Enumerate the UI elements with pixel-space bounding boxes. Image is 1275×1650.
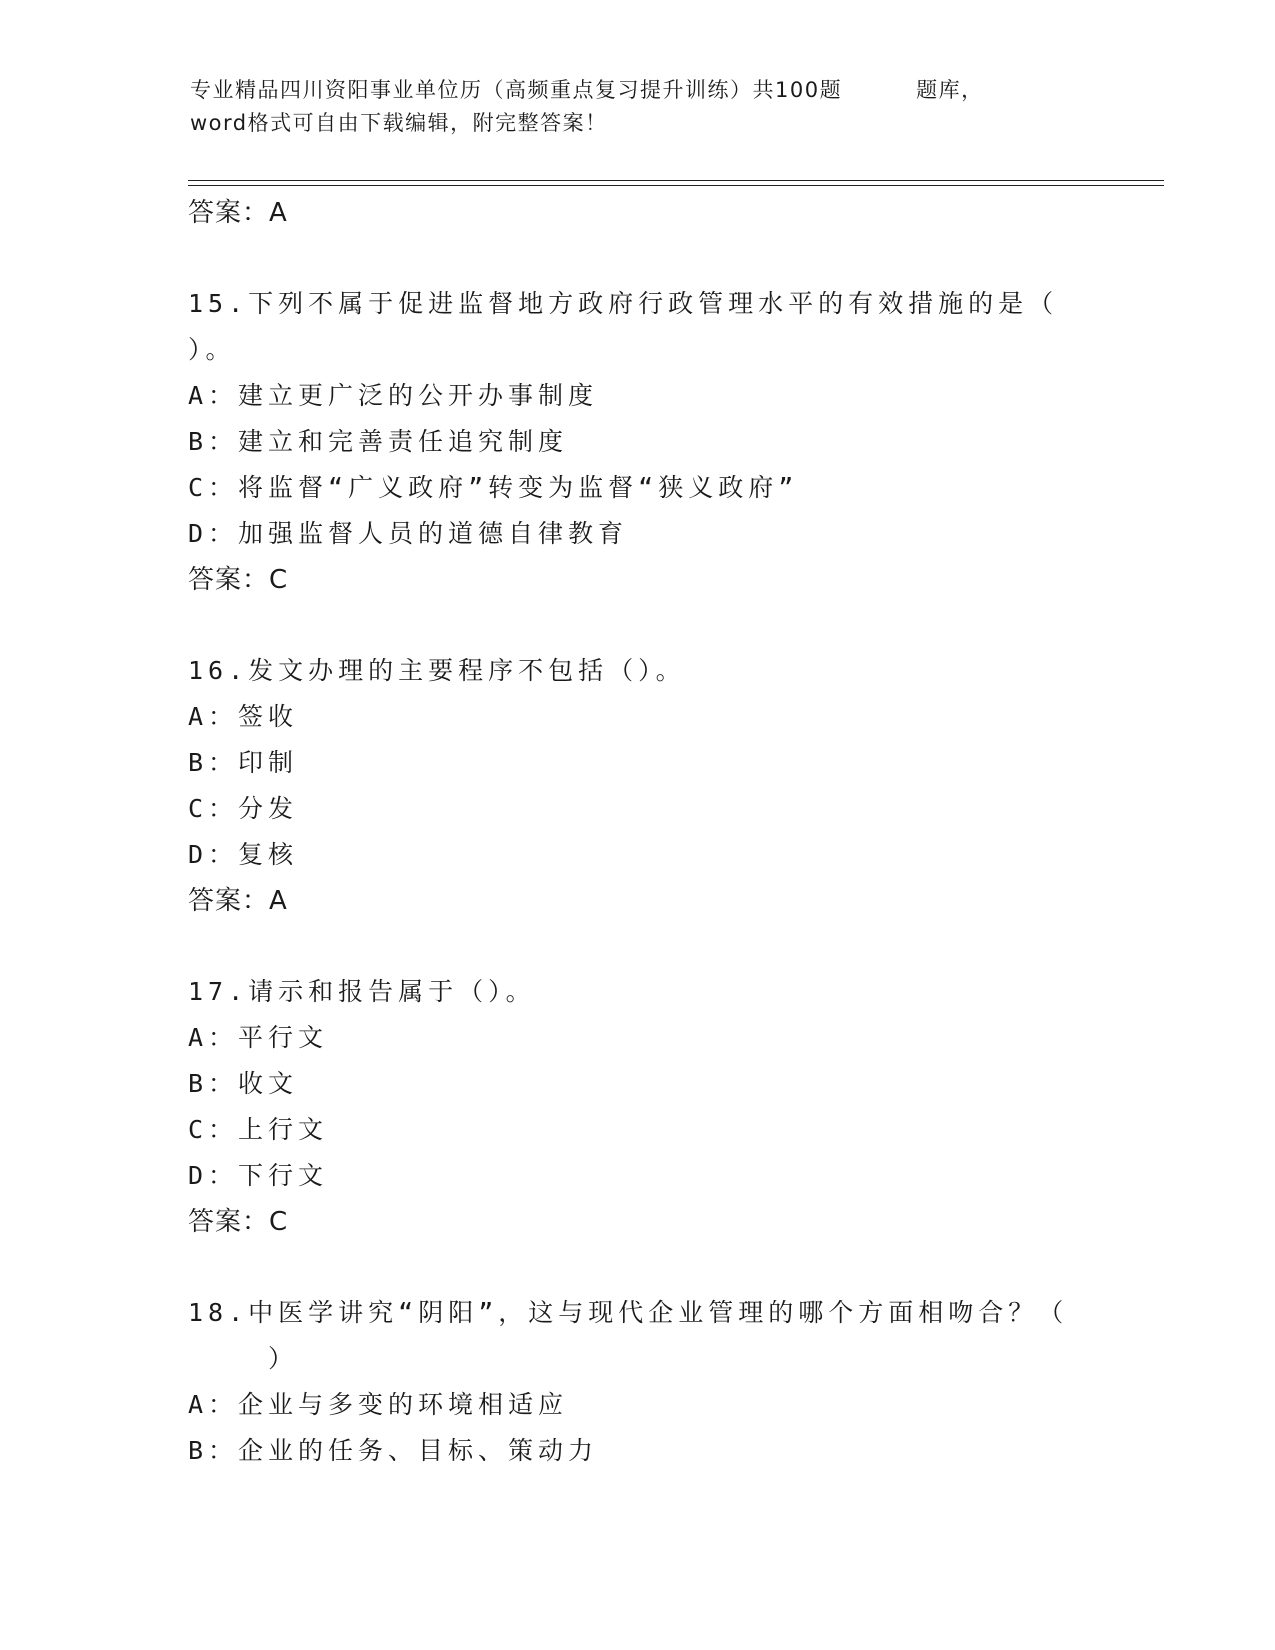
question-stem: 16.发文办理的主要程序不包括（）。 — [188, 656, 686, 685]
question-list — [188, 190, 1088, 1474]
question-15 — [188, 281, 1088, 603]
header-divider-top — [188, 180, 1164, 181]
option-c: C：分发 — [188, 794, 299, 823]
question-18 — [188, 1290, 1088, 1474]
option-b: B：建立和完善责任追究制度 — [188, 427, 569, 456]
option-a: A：建立更广泛的公开办事制度 — [188, 381, 599, 410]
option-d: D：加强监督人员的道德自律教育 — [188, 519, 629, 548]
question-16 — [188, 648, 1088, 924]
option-b: B：印制 — [188, 748, 299, 777]
document-header — [190, 74, 1050, 140]
option-a: A：平行文 — [188, 1023, 329, 1052]
question-stem: 18.中医学讲究“阴阳”，这与现代企业管理的哪个方面相吻合？（ — [188, 1298, 1069, 1327]
header-divider-bottom — [188, 185, 1164, 186]
option-d: D：下行文 — [188, 1161, 329, 1190]
header-title-suffix: 题库， — [916, 78, 984, 102]
previous-answer: 答案：A — [188, 198, 288, 228]
header-title: 专业精品四川资阳事业单位历（高频重点复习提升训练）共100题 — [190, 78, 843, 102]
option-a: A：签收 — [188, 702, 299, 731]
answer: 答案：C — [188, 1207, 289, 1237]
option-c: C：上行文 — [188, 1115, 329, 1144]
question-17 — [188, 969, 1088, 1245]
option-b: B：收文 — [188, 1069, 299, 1098]
question-stem: 17.请示和报告属于（）。 — [188, 977, 536, 1006]
option-c: C：将监督“广义政府”转变为监督“狭义政府” — [188, 473, 799, 502]
question-stem-continuation: ）。 — [188, 335, 236, 364]
answer: 答案：A — [188, 886, 288, 916]
option-b: B：企业的任务、目标、策动力 — [188, 1436, 599, 1465]
option-a: A：企业与多变的环境相适应 — [188, 1390, 569, 1419]
question-stem-continuation: ） — [268, 1344, 299, 1373]
question-stem: 15.下列不属于促进监督地方政府行政管理水平的有效措施的是（ — [188, 289, 1059, 318]
option-d: D：复核 — [188, 840, 299, 869]
header-line-2: word格式可自由下载编辑，附完整答案！ — [190, 111, 608, 135]
header-line-1 — [190, 74, 1050, 107]
answer: 答案：C — [188, 565, 289, 595]
